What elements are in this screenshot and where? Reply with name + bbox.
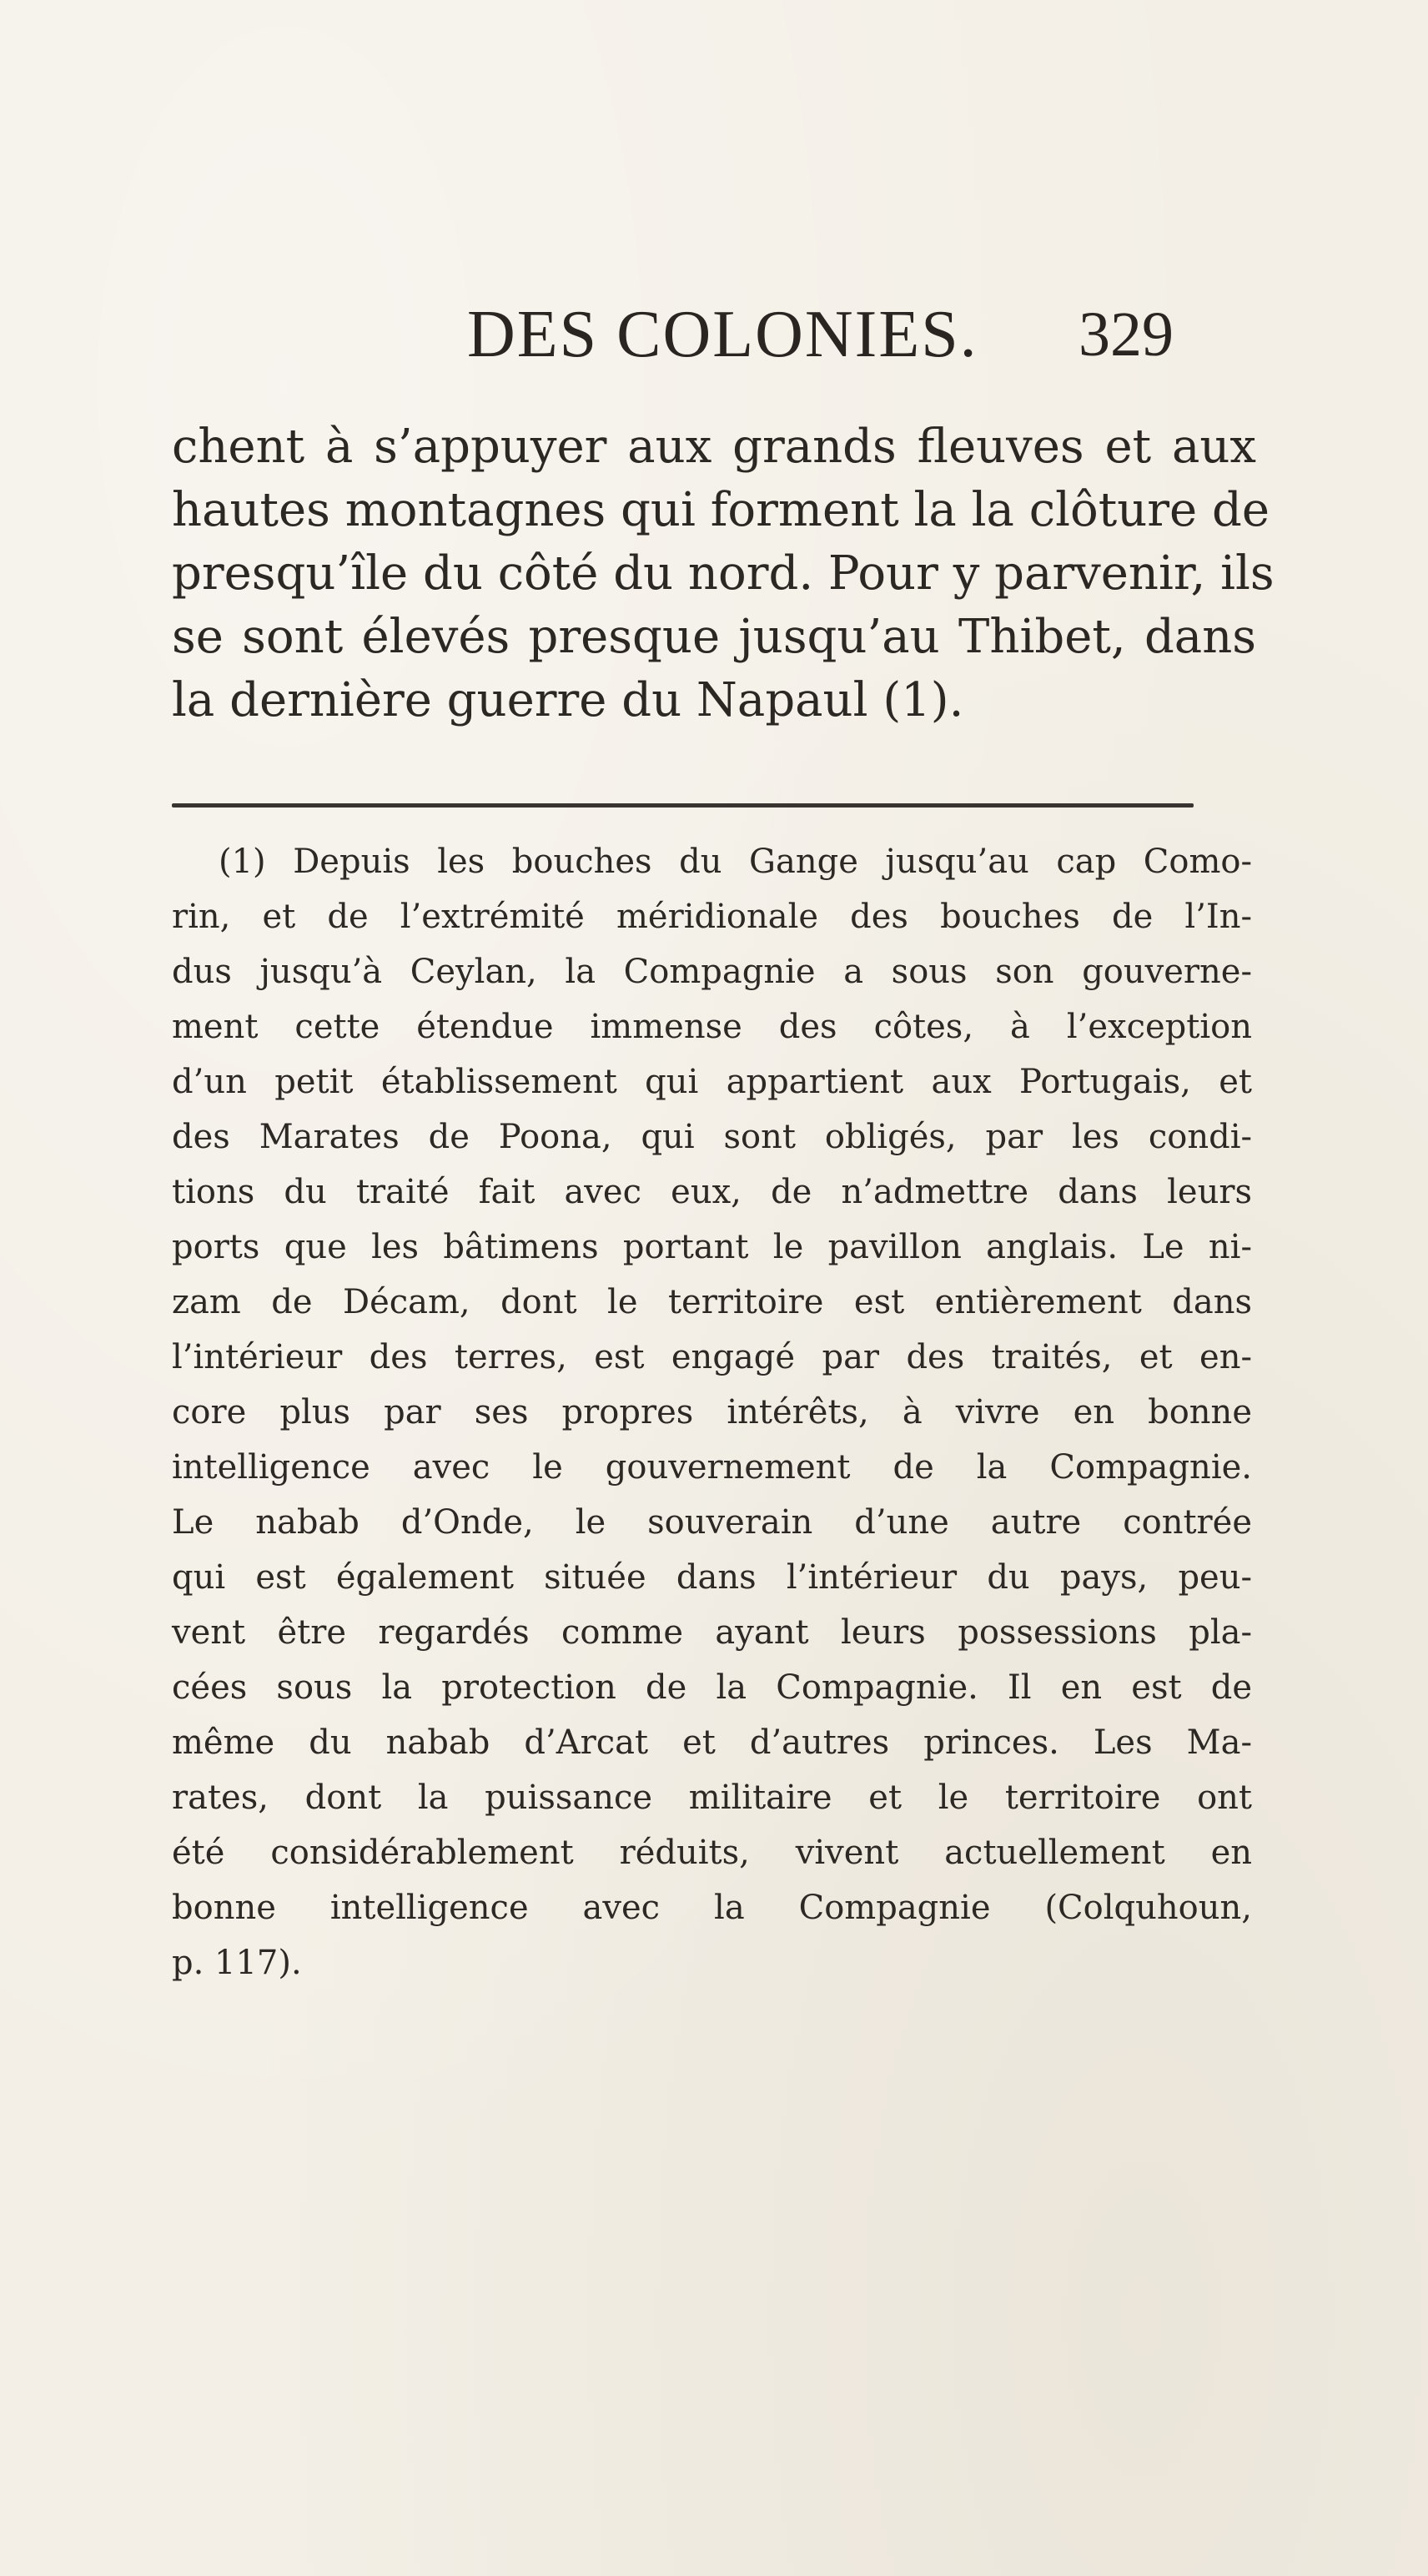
footnote-line: ment cette étendue immense des côtes, à l’exception — [172, 1008, 1252, 1046]
main-text-line: hautes montagnes qui forment la la clôture de — [172, 483, 1270, 537]
footnote-line: bonne intelligence avec la Compagnie (Colquhoun, — [172, 1889, 1252, 1927]
page-header — [0, 297, 1428, 372]
footnote-line: core plus par ses propres intérêts, à vivre en bonne — [172, 1393, 1252, 1431]
footnote-line: d’un petit établissement qui appartient aux Portugais, et — [172, 1063, 1252, 1101]
footnote-line: ports que les bâtimens portant le pavillon anglais. Le ni- — [172, 1228, 1252, 1266]
main-text-line: se sont élevés presque jusqu’au Thibet, dans — [172, 610, 1256, 664]
main-text-line: la dernière guerre du Napaul (1). — [172, 673, 964, 727]
footnote-line: vent être regardés comme ayant leurs possessions pla- — [172, 1613, 1252, 1652]
footnote — [172, 834, 1252, 1990]
main-text-line: chent à s’appuyer aux grands fleuves et aux — [172, 420, 1256, 474]
footnote-separator-rule — [172, 803, 1194, 808]
footnote-line: Le nabab d’Onde, le souverain d’une autre contrée — [172, 1503, 1252, 1542]
footnote-line: qui est également située dans l’intérieur du pays, peu- — [172, 1558, 1252, 1597]
footnote-line: dus jusqu’à Ceylan, la Compagnie a sous son gouverne- — [172, 953, 1252, 991]
footnote-line: été considérablement réduits, vivent actuellement en — [172, 1834, 1252, 1872]
footnote-line: l’intérieur des terres, est engagé par des traités, et en- — [172, 1338, 1252, 1376]
footnote-line: rin, et de l’extrémité méridionale des bouches de l’In- — [172, 898, 1252, 936]
main-text-line: presqu’île du côté du nord. Pour y parvenir, ils — [172, 546, 1275, 601]
main-text — [172, 415, 1275, 732]
footnote-line: rates, dont la puissance militaire et le territoire ont — [172, 1779, 1252, 1817]
running-title: DES COLONIES. — [467, 298, 978, 371]
footnote-line: p. 117). — [172, 1944, 302, 1982]
footnote-line: même du nabab d’Arcat et d’autres princes. Les Ma- — [172, 1723, 1252, 1762]
footnote-line: intelligence avec le gouvernement de la Compagnie. — [172, 1448, 1252, 1487]
footnote-line: zam de Décam, dont le territoire est entièrement dans — [172, 1283, 1252, 1321]
page-number: 329 — [1079, 299, 1174, 370]
footnote-line: des Marates de Poona, qui sont obligés, par les condi- — [172, 1118, 1252, 1156]
footnote-line: tions du traité fait avec eux, de n’admettre dans leurs — [172, 1173, 1252, 1211]
footnote-line: cées sous la protection de la Compagnie. Il en est de — [172, 1668, 1252, 1707]
footnote-line: (1) Depuis les bouches du Gange jusqu’au cap Como- — [219, 843, 1252, 881]
